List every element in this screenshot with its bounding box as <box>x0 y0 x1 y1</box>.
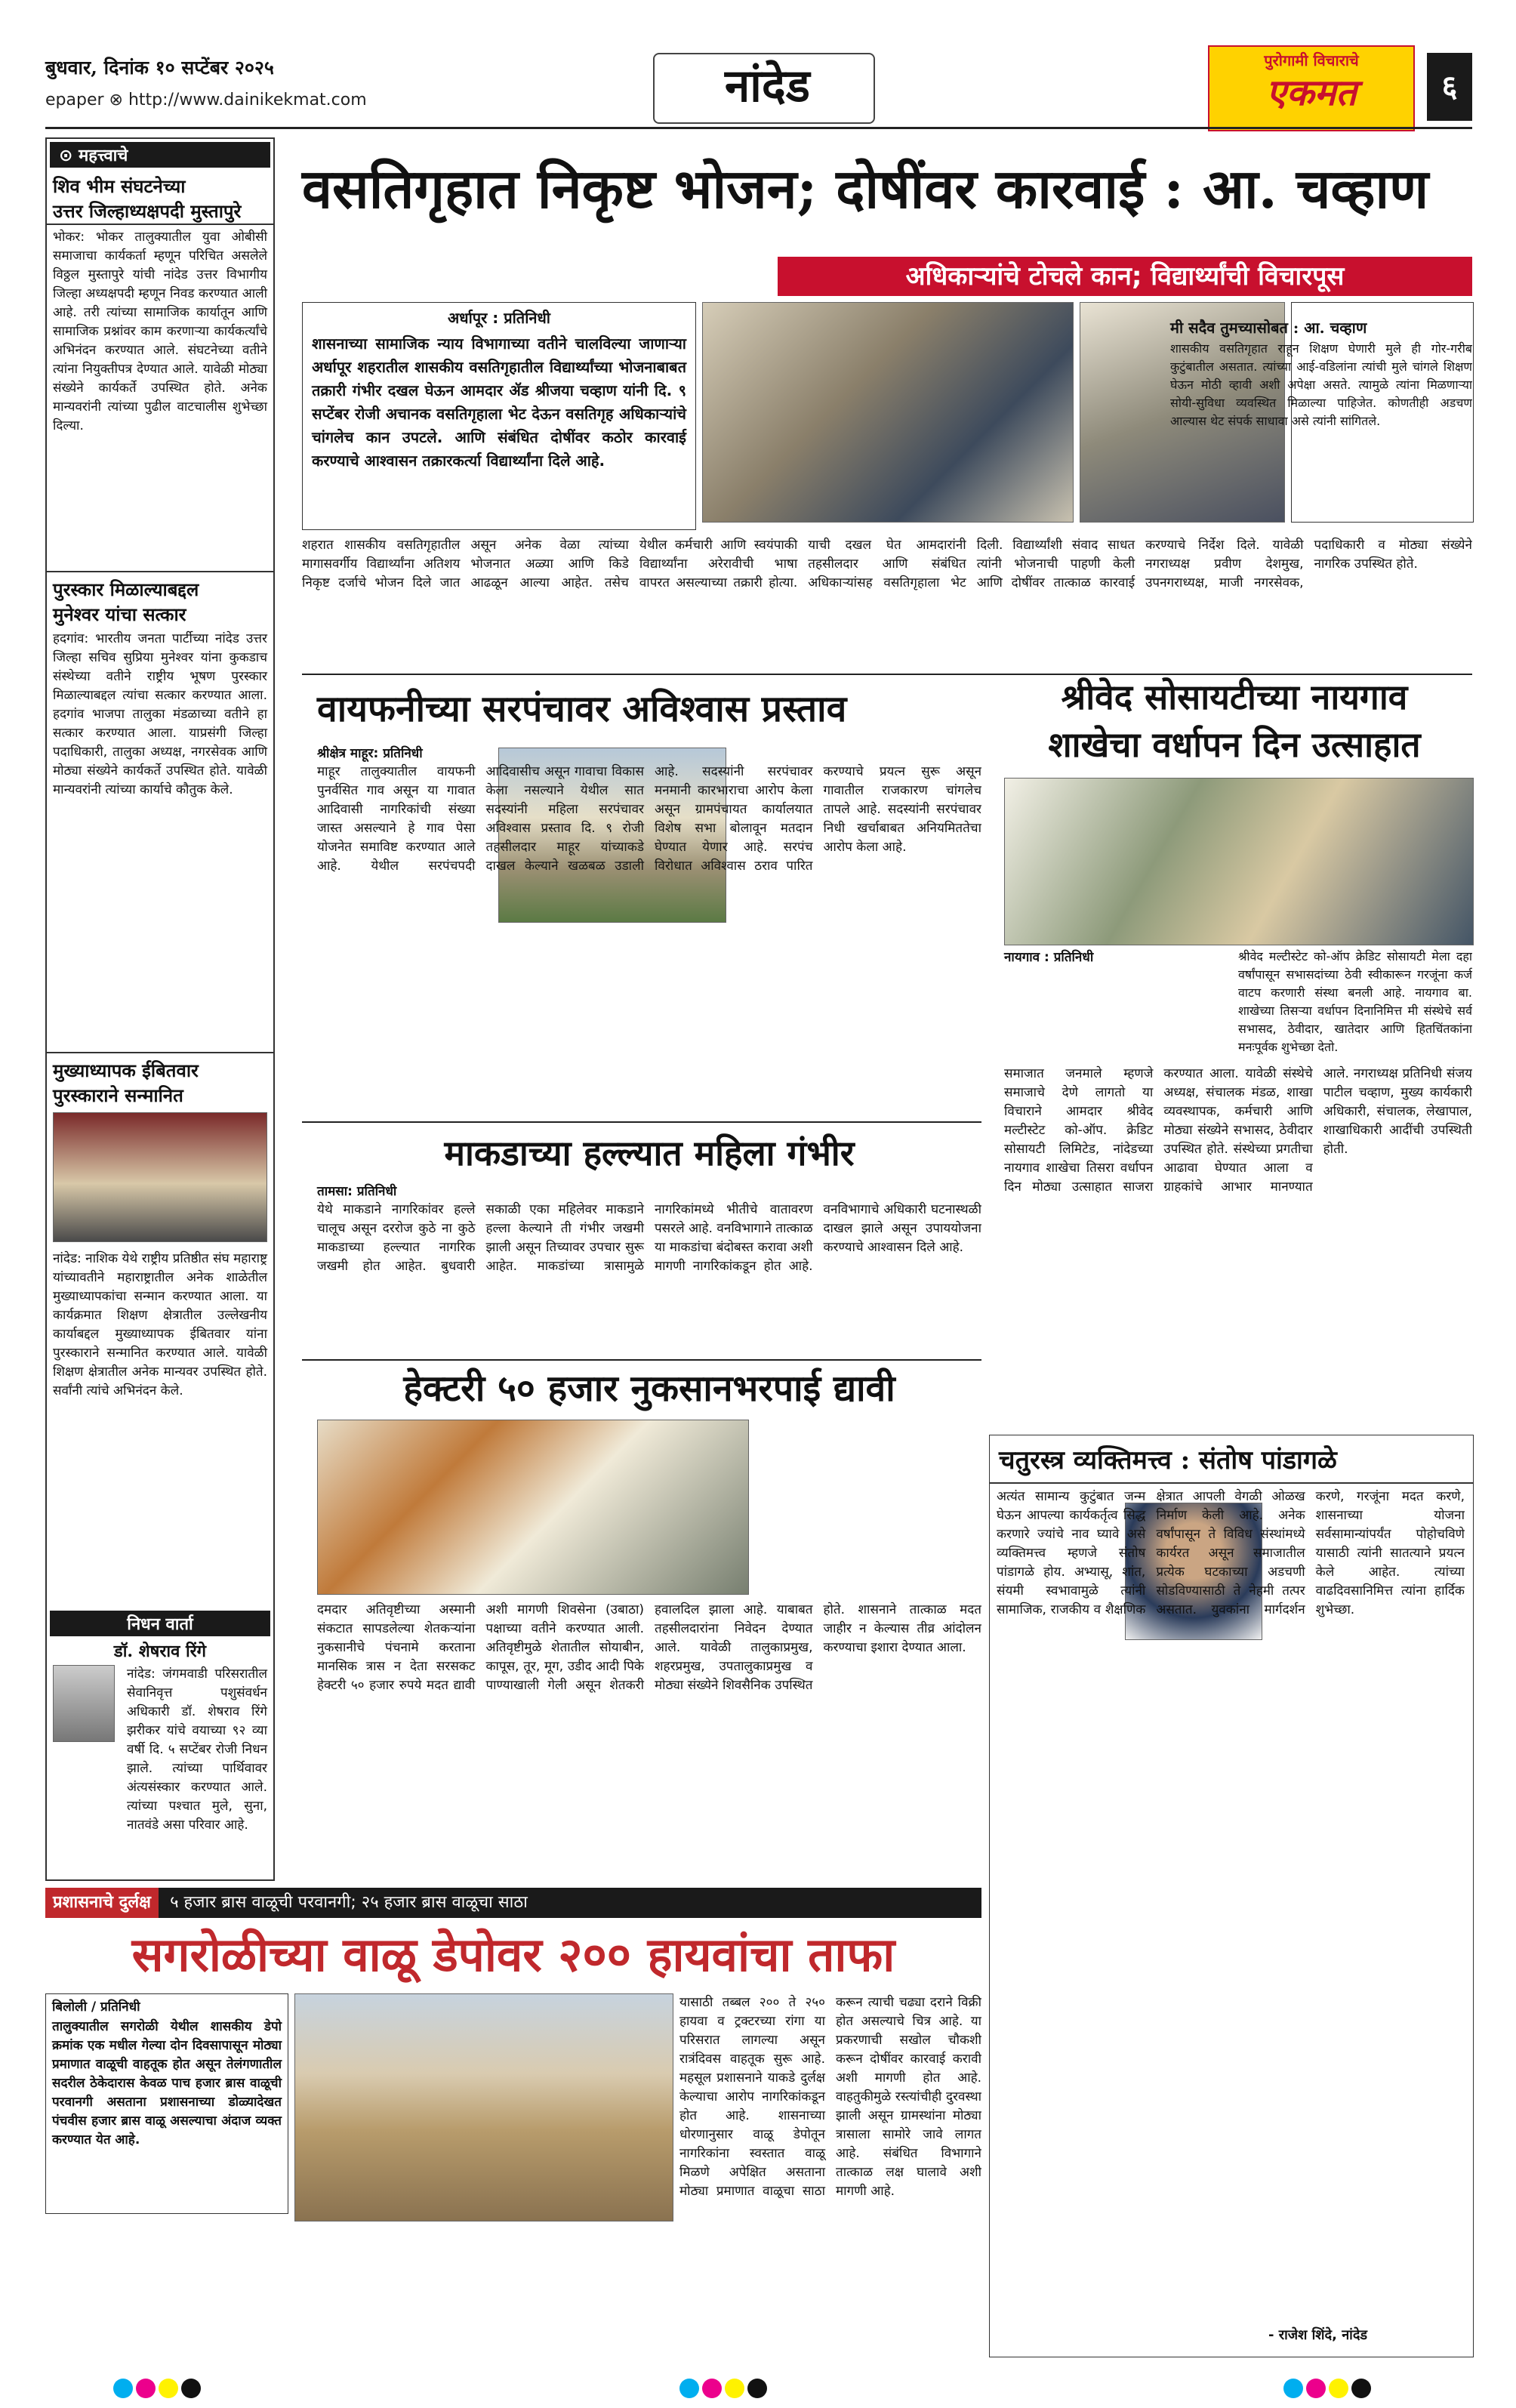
print-registration-marks <box>0 2379 1516 2401</box>
sidebar-section-label: ⊙ महत्त्वाचे <box>50 142 270 168</box>
monkey-body: येथे माकडाने नागरिकांवर हल्ले चालूच असून दररोज कुठे ना कुठे माकडाच्या हल्ल्यात नागरिक जखमी होत आहेत. बुधवारी सकाळी एका महिलेवर माकडाने हल्ला केल्याने ती गंभीर जखमी झाली असून तिच्यावर उपचार सुरू आहेत. माकडांच्या त्रासामुळे नागरिकांमध्ये भीतीचे वातावरण पसरले आहे. वनविभागाने तात्काळ या माकडांचा बंदोबस्त करावा अशी मागणी नागरिकांकडून होत आहे. वनविभागाचे अधिकारी घटनास्थळी दाखल झाले असून उपाययोजना करण्याचे आश्वासन दिले आहे. <box>317 1202 981 1274</box>
masthead <box>0 0 1516 136</box>
compensation-headline: हेक्टरी ५० हजार नुकसानभरपाई द्यावी <box>403 1367 895 1410</box>
registration-mark <box>181 2379 201 2398</box>
news-title: शिव भीम संघटनेच्या <box>53 175 186 197</box>
brand-name: एकमत <box>1266 72 1357 114</box>
registration-mark <box>747 2379 767 2398</box>
sand-headline: सगरोळीच्या वाळू डेपोवर २०० हायवांचा ताफा <box>131 1927 895 1982</box>
lead-body: शहरात शासकीय वसतिगृहातील मागासवर्गीय विद्यार्थ्यांना अतिशय निकृष्ट दर्जाचे भोजन दिले जात असून अनेक वेळा त्यांच्या भोजनात अळ्या आणि किडे आढळून आल्या आहेत. तसेच येथील कर्मचारी आणि स्वयंपाकी विद्यार्थ्यांना अरेरावीची भाषा वापरत असल्याच्या तक्रारी होत्या. याची दखल घेत आमदारांनी तहसीलदार आणि संबंधित अधिकाऱ्यांसह वसतिगृहाला भेट दिली. विद्यार्थ्यांशी संवाद साधत त्यांनी भोजनाची पाहणी केली आणि दोषींवर तात्काळ कारवाई करण्याचे निर्देश दिले. यावेळी नगराध्यक्ष प्रवीण देशमुख, उपनगराध्यक्ष, माजी नगरसेवक, पदाधिकारी व मोठ्या संख्येने नागरिक उपस्थित होते. <box>302 538 1472 590</box>
lead-intro-box <box>302 302 696 530</box>
compensation-photo <box>317 1420 749 1595</box>
brand-tagline: पुरोगामी विचाराचे <box>1264 51 1359 69</box>
divider <box>302 1121 981 1123</box>
registration-mark <box>113 2379 133 2398</box>
registration-mark <box>1306 2379 1326 2398</box>
dateline: तामसा: प्रतिनिधी <box>317 1184 397 1199</box>
news-title: मुख्याध्यापक ईबितवार <box>47 1052 273 1083</box>
lead-headline: वसतिगृहात निकृष्ट भोजन; दोषींवर कारवाई : आ. चव्हाण <box>302 156 1429 220</box>
profile-body: अत्यंत सामान्य कुटुंबात जन्म घेऊन आपल्या कार्यकर्तृत्व सिद्ध करणारे ज्यांचे नाव घ्यावे असे व्यक्तिमत्त्व म्हणजे संतोष पांडागळे होय. अभ्यासू, शांत, संयमी स्वभावामुळे त्यांनी सामाजिक, राजकीय व शैक्षणिक क्षेत्रात आपली वेगळी ओळख निर्माण केली आहे. अनेक वर्षांपासून ते विविध संस्थांमध्ये कार्यरत असून समाजातील प्रत्येक घटकाच्या अडचणी सोडविण्यासाठी ते नेहमी तत्पर असतात. युवकांना मार्गदर्शन करणे, गरजूंना मदत करणे, शासनाच्या योजना सर्वसामान्यांपर्यंत पोहोचविणे यासाठी त्यांनी सातत्याने प्रयत्न केले आहेत. त्यांच्या वाढदिवसानिमित्त त्यांना हार्दिक शुभेच्छा. <box>997 1489 1465 1617</box>
lead-subhead: अधिकाऱ्यांचे टोचले कान; विद्यार्थ्यांची विचारपूस <box>778 257 1472 296</box>
news-title: पुरस्कार मिळाल्याबद्दल <box>47 571 273 602</box>
dateline: बिलोली / प्रतिनिधी <box>52 1999 140 2015</box>
news-body: भोकर: भोकर तालुक्यातील युवा ओबीसी समाजाचा कार्यकर्ता म्हणून परिचित असलेले विठ्ठल मुस्तापुरे यांची नांदेड उत्तर विभागीय जिल्हा अध्यक्षपदी म्हणून निवड करण्यात आली आहे. तरी त्यांच्या सामाजिक कार्यातून आणि सामाजिक प्रश्नांवर काम करणाऱ्या कार्यकर्त्यांचे अभिनंदन करण्यात आले. संघटनेच्या वतीने त्यांना नियुक्तीपत्र देण्यात आले. यावेळी मोठ्या संख्येने कार्यकर्ते उपस्थित होते. अनेक मान्यवरांनी त्यांच्या पुढील वाटचालीस शुभेच्छा दिल्या. <box>53 230 267 433</box>
news-title: उत्तर जिल्हाध्यक्षपदी मुस्तापुरे <box>47 199 273 225</box>
dateline: श्रीक्षेत्र माहूर: प्रतिनिधी <box>317 746 423 761</box>
sarpanch-body: माहूर तालुक्यातील वायफनी पुनर्वसित गाव असून या गावात आदिवासी नागरिकांची संख्या जास्त असल्याने हे गाव पेसा योजनेत समाविष्ट करण्यात आले आहे. येथील सरपंचपदी आदिवासीच असून गावाचा विकास केला नसल्याने येथील सात सदस्यांनी महिला सरपंचावर अविश्वास प्रस्ताव दि. ९ रोजी तहसीलदार माहूर यांच्याकडे दाखल केल्याने खळबळ उडाली आहे. सदस्यांनी सरपंचावर मनमानी कारभाराचा आरोप केला असून ग्रामपंचायत कार्यालयात विशेष सभा बोलावून मतदान घेण्यात येणार आहे. सरपंच विरोधात अविश्वास ठराव पारित करण्याचे प्रयत्न सुरू असून गावातील राजकारण चांगलेच तापले आहे. सदस्यांनी सरपंचावर निधी खर्चाबाबत अनियमिततेचा आरोप केला आहे. <box>317 764 981 874</box>
circle-chevron-icon: ⊙ <box>59 146 73 165</box>
date-line: बुधवार, दिनांक १० सप्टेंबर २०२५ <box>45 57 274 79</box>
brand-logo <box>1208 45 1415 131</box>
divider <box>302 1359 981 1361</box>
obituary-name: डॉ. शेषराव रिंगे <box>113 1642 207 1661</box>
sand-kicker <box>45 1888 981 1918</box>
sidebar <box>45 137 275 1881</box>
registration-mark <box>159 2379 178 2398</box>
page-number: ६ <box>1427 53 1472 121</box>
society-headline: शाखेचा वर्धापन दिन उत्साहात <box>1048 724 1421 765</box>
news-body: हदगांव: भारतीय जनता पार्टीच्या नांदेड उत्तर जिल्हा सचिव सुप्रिया मुनेश्वर यांना कुकडाच संस्थेच्या वतीने राष्ट्रीय भूषण पुरस्कार मिळाल्याबद्दल त्यांचा सत्कार करण्यात आला. हदगांव भाजपा तालुका मंडळाच्या वतीने हा सत्कार करण्यात आला. याप्रसंगी जिल्हा पदाधिकारी, तालुका अध्यक्ष, नगरसेवक आणि मोठ्या संख्येने कार्यकर्ते उपस्थित होते. यावेळी मान्यवरांनी त्यांच्या कार्याचे कौतुक केले. <box>53 631 267 797</box>
lead-photo-1 <box>702 302 1074 523</box>
sarpanch-headline: वायफनीच्या सरपंचावर अविश्वास प्रस्ताव <box>317 688 847 730</box>
sand-body: यासाठी तब्बल २०० ते २५० हायवा व ट्रक्टरच्या रांगा या परिसरात लागल्या असून रात्रंदिवस वाहतूक सुरू आहे. महसूल प्रशासनाने याकडे दुर्लक्ष केल्याचा आरोप नागरिकांकडून होत आहे. शासनाच्या धोरणानुसार वाळू डेपोतून नागरिकांना स्वस्तात वाळू मिळणे अपेक्षित असताना मोठ्या प्रमाणात वाळूचा साठा करून त्याची चढ्या दराने विक्री होत असल्याचे चित्र आहे. या प्रकरणाची सखोल चौकशी करून दोषींवर कारवाई करावी अशी मागणी होत आहे. वाहतुकीमुळे रस्त्यांचीही दुरवस्था झाली असून ग्रामस्थांना मोठ्या त्रासाला सामोरे जावे लागत आहे. संबंधित विभागाने तात्काळ लक्ष घालावे अशी मागणी आहे. <box>679 1995 981 2199</box>
obituary-photo <box>53 1665 115 1742</box>
lead-quote-title: मी सदैव तुमच्यासोबत : आ. चव्हाण <box>1170 319 1367 337</box>
compensation-body: दमदार अतिवृष्टीच्या अस्मानी संकटात सापडलेल्या शेतकऱ्यांना नुकसानीचे पंचनामे करताना मानसिक त्रास न देता सरसकट हेक्टरी ५० हजार रुपये मदत द्यावी अशी मागणी शिवसेना (उबाठा) पक्षाच्या वतीने करण्यात आली. अतिवृष्टीमुळे शेतातील सोयाबीन, कापूस, तूर, मूग, उडीद आदी पिके पाण्याखाली गेली असून शेतकरी हवालदिल झाला आहे. याबाबत तहसीलदारांना निवेदन देण्यात आले. यावेळी तालुकाप्रमुख, शहरप्रमुख, उपतालुकाप्रमुख व मोठ्या संख्येने शिवसैनिक उपस्थित होते. शासनाने तात्काळ मदत जाहीर न केल्यास तीव्र आंदोलन करण्याचा इशारा देण्यात आला. <box>317 1602 981 1693</box>
society-caption: श्रीवेद मल्टीस्टेट को-ऑप क्रेडिट सोसायटी मेला दहा वर्षांपासून सभासदांच्या ठेवी स्वीकारून गरजूंना कर्ज वाटप करणारी संस्था बनली आहे. नायगाव बा. शाखेच्या तिसऱ्या वर्धापन दिनानिमित्त मी संस्थेचे सर्व सभासद, ठेवीदार, खातेदार आणि हितचिंतकांना मनःपूर्वक शुभेच्छा देतो. <box>1238 949 1472 1054</box>
registration-mark <box>702 2379 722 2398</box>
dateline: नायगाव : प्रतिनिधी <box>1004 950 1094 965</box>
profile-byline: - राजेश शिंदे, नांदेड <box>1268 2327 1368 2343</box>
news-title: पुरस्काराने सन्मानित <box>53 1084 183 1106</box>
dateline: अर्धापूर : प्रतिनिधी <box>448 309 550 327</box>
obituary-label: निधन वार्ता <box>50 1611 270 1636</box>
epaper-link[interactable]: epaper ⊗ http://www.dainikekmat.com <box>45 91 367 109</box>
monkey-headline: माकडाच्या हल्ल्यात महिला गंभीर <box>444 1133 855 1173</box>
registration-mark <box>1329 2379 1348 2398</box>
society-headline: श्रीवेद सोसायटीच्या नायगाव <box>1061 677 1408 717</box>
registration-mark <box>725 2379 744 2398</box>
registration-mark <box>1283 2379 1303 2398</box>
sand-kicker-label: प्रशासनाचे दुर्लक्ष <box>45 1888 159 1918</box>
sand-intro: तालुक्यातील सगरोळी येथील शासकीय डेपो क्रमांक एक मधील गेल्या दोन दिवसापासून मोठ्या प्रमाणात वाळूची वाहतूक होत असून तेलंगणातील सदरील ठेकेदारास केवळ पाच हजार ब्रास वाळूची परवानगी असताना प्रशासनाच्या डोळ्यादेखत पंचवीस हजार ब्रास वाळू असल्याचा अंदाज व्यक्त करण्यात येत आहे. <box>52 2019 282 2147</box>
award-photo <box>53 1112 267 1242</box>
society-body: समाजात जनमाले म्हणजे समाजाचे देणे लागतो या विचाराने आमदार श्रीवेद मल्टीस्टेट को-ऑप. क्रेडिट सोसायटी लिमिटेड, नांदेडच्या नायगाव शाखेचा तिसरा वर्धापन दिन मोठ्या उत्साहात साजरा करण्यात आला. यावेळी संस्थेचे अध्यक्ष, संचालक मंडळ, शाखा व्यवस्थापक, कर्मचारी आणि मोठ्या संख्येने सभासद, ठेवीदार उपस्थित होते. संस्थेच्या प्रगतीचा आढावा घेण्यात आला व ग्राहकांचे आभार मानण्यात आले. नगराध्यक्ष प्रतिनिधी संजय पाटील चव्हाण, मुख्य कार्यकारी अधिकारी, संचालक, लेखापाल, शाखाधिकारी आदींची उपस्थिती होती. <box>1004 1066 1472 1195</box>
registration-mark <box>679 2379 699 2398</box>
society-photo <box>1004 778 1474 945</box>
masthead-rule <box>45 127 1472 129</box>
sand-depot-photo <box>294 1993 673 2221</box>
registration-mark <box>1351 2379 1371 2398</box>
edition-title: नांदेड <box>725 60 810 113</box>
sand-intro-box <box>45 1993 288 2214</box>
lead-quote-body: शासकीय वसतिगृहात राहून शिक्षण घेणारी मुले ही गोर-गरीब कुटुंबातील असतात. त्यांच्या आई-वडिलांना त्यांची मुले चांगले शिक्षण घेऊन मोठी व्हावी अशी अपेक्षा असते. त्यामुळे त्यांना मिळणाऱ्या सोयी-सुविधा व्यवस्थित मिळाल्या पाहिजेत. कोणतीही अडचण आल्यास थेट संपर्क साधावा असे त्यांनी सांगितले. <box>1170 341 1472 428</box>
news-title: मुनेश्वर यांचा सत्कार <box>53 603 186 625</box>
profile-headline: चतुरस्त्र व्यक्तिमत्त्व : संतोष पांडागळे <box>990 1435 1473 1484</box>
news-body: नांदेड: जंगमवाडी परिसरातील सेवानिवृत्त पशुसंवर्धन अधिकारी डॉ. शेषराव रिंगे झरीकर यांचे वयाच्या ९२ व्या वर्षी दि. ५ सप्टेंबर रोजी निधन झाले. त्यांच्या पार्थिवावर अंत्यसंस्कार करण्यात आले. त्यांच्या पश्चात मुले, सुना, नातवंडे असा परिवार आहे. <box>127 1666 267 1833</box>
lead-intro: शासनाच्या सामाजिक न्याय विभागाच्या वतीने चालविल्या जाणाऱ्या अर्धापूर शहरातील शासकीय वसतिगृहातील विद्यार्थ्यांच्या भोजनाबाबत तक्रारी गंभीर दखल घेऊन आमदार ॲड श्रीजया चव्हाण यांनी दि. ९ सप्टेंबर रोजी अचानक वसतिगृहाला भेट देऊन वसतिगृह अधिकाऱ्यांचे चांगलेच कान उपटले. आणि संबंधित दोषींवर कठोर कारवाई करण्याचे आश्वासन तक्रारकर्त्या विद्यार्थ्यांना दिले आहे. <box>312 335 686 470</box>
registration-mark <box>136 2379 156 2398</box>
sand-kicker-text: ५ हजार ब्रास वाळूची परवानगी; २५ हजार ब्रास वाळूचा साठा <box>170 1893 528 1912</box>
news-body: नांदेड: नाशिक येथे राष्ट्रीय प्रतिष्ठीत संघ महाराष्ट्र यांच्यावतीने महाराष्ट्रातील अनेक शाळेतील मुख्याध्यापकांचा सन्मान करण्यात आला. या कार्यक्रमात शिक्षण क्षेत्रातील उल्लेखनीय कार्याबद्दल मुख्याध्यापक ईबितवार यांना पुरस्काराने सन्मानित करण्यात आले. यावेळी शिक्षण क्षेत्रातील अनेक मान्यवर उपस्थित होते. सर्वांनी त्यांचे अभिनंदन केले. <box>53 1251 267 1398</box>
